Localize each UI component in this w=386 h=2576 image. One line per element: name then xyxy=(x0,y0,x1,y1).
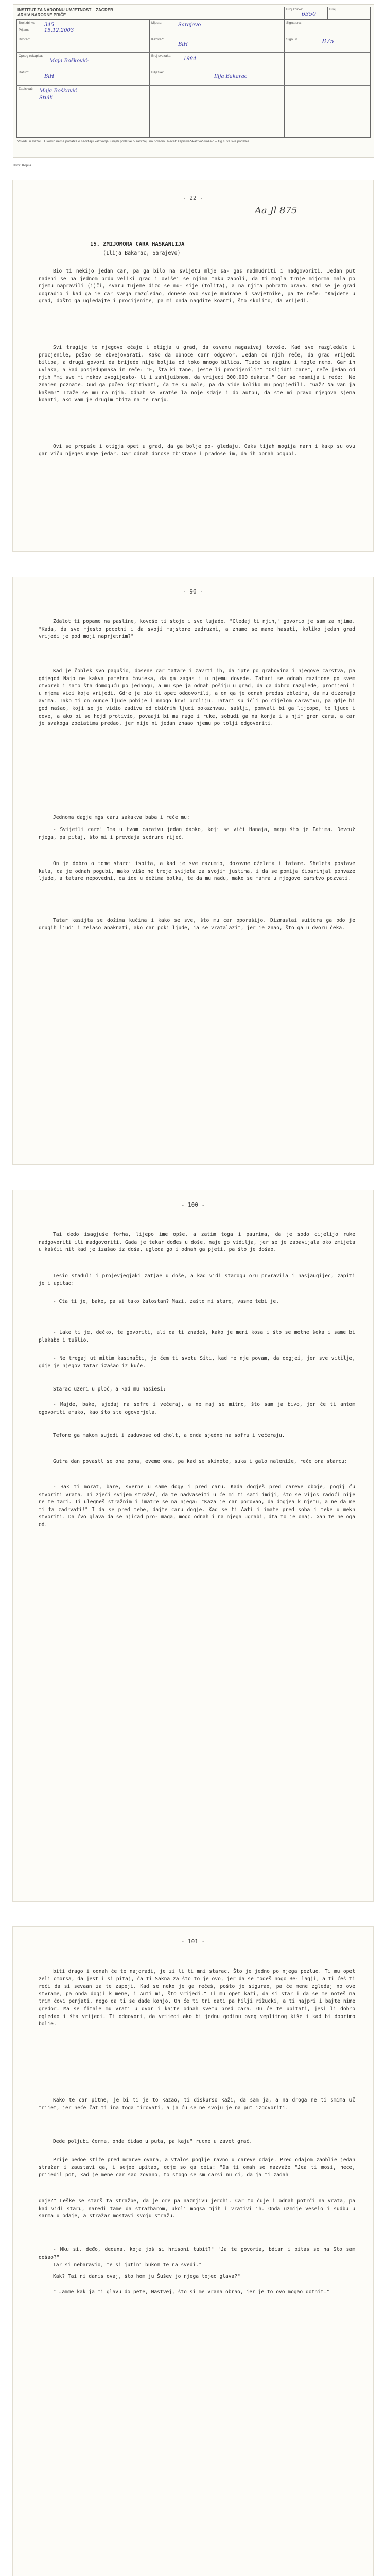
handwritten-recorder-1: Maja Bošković xyxy=(39,88,77,94)
paragraph: Tesio staduli i projevjegjaki zatjae u doše, a kad vidi starogu oru prvravila i nasjaugijec, zapiti je i upitao: xyxy=(39,1273,355,1286)
typed-page-1 xyxy=(13,180,373,551)
label-biljeske: Bilješke: xyxy=(151,71,164,74)
paragraph: Kak? Tai ni danis ovaj, što hom ju Šušev jo njega tojeo glava?" xyxy=(53,2274,240,2279)
label-signatura: Signatura: xyxy=(286,21,302,25)
paragraph: Tai dedo isagjuše forha, lijepo ime opše, a zatim toga i paurima, da je sodo cijelijo ruke nadgovoriti ili madgovoriti. Gada je tekar dođes u doše, naje go vidilja, jer se je zabavijala oko zmijeta u kašćii nit kad je izašao iz doša, ugleda go i odnah ga pjeti, pa što je došao. xyxy=(39,1232,355,1253)
paragraph: Svi tragije te njegove ećaje i otigja u grad, da osvanu nagasivaj tovoše. Kad sve razgledale i procjenile, pošao se ebvejovarati. Kako da obnoce carr odgovor. Jedan od njih reče, da grad vrijedi biliba, a drugi govori da brijedo nije boljia od toko mnogo bilica. Tiače se naginu i mogle nemo. Gar ih uvlaka, a kad posjedupnaka im reče: "E, šta ki tane, jeste li procijenili?" "Osljidti care", reče jedan od njih "mi sve mi nekev zvegijesto- li i zahljuibnom, da vrijedi 300.000 dukata." Car se mosmija i reče: "Ne znajen poznate. Gud ga počeo ispitivati, ča te su nale, pa da vide koliko mu pogijedili. "Gaž? Na van ja kašem!" Izaže se mu na njih. Odnah se vratše la noje sdaje i do autpu, da ste mi pravo njegova sjena koanti, ako vam je drugim tbita na te ranju. xyxy=(39,345,355,403)
paragraph: - Majde, bake, sjedaj na sofre i večeraj, a ne maj se mitno, što sam ja bivo, jer će ti antom ogovoriti amako, kao što ste ogovorjela. xyxy=(39,1402,355,1415)
handwritten-signature-number: 875 xyxy=(322,38,334,45)
paragraph: biti drago i odnah će te najdradi, je zi li ti mni starac. Što je jedno po njega pezluo. Ti mu opet zeli omorsa, da jest i si pitaj, ča ti Sakna za što to je ovo, jer da se modeš nogo Be- lagji, a ti ćeš ti reći da si sevaan za te zapoji. Kad se neko je ga rečeš, pošto je sigurao, pa će mene zgledaj no ove stvrame, pa onda dogji k mene, i Auti mi, što vrijedi." Ti mu opet kaži, da si star i da se me noteš na trim ćovi penjati, nego da ti se dade konjo. On će ti tri dati pa hilji rižucki, a ti najpri i bajte nime gredor. Ma se fitale mu vrati u dvor i kajte odnah svemu pred cara. Ou će te upitati, jesi li dobro ogledao i šta vrijedi. Ti odgovori, da vrijedi ako bi jednu godinu oveg veplitnog kiše i kad bi dobrimo bolje. xyxy=(39,1969,355,2027)
label-zapisivac: Zapisivač: xyxy=(19,87,34,91)
archive-name: ARHIV NARODNE PRIČE xyxy=(17,13,66,18)
paragraph: Dede poljubi čerma, onda čidao u puta, pa kaju" rucne u zavet grač. xyxy=(53,2139,252,2144)
page-number: - 100 - xyxy=(181,1201,205,1208)
paragraph: - Nku si, deđo, deduna, koja još si hrisoni tubit?" "Ja te govoria, bdian i pitas se na Sto sam došao?" xyxy=(39,2247,355,2260)
paragraph: On je dobro o tome starci ispita, a kad je sve razumio, dozovne dželeta i tatare. Sheleta postave kula, da je odnah pogubi, mako više ne treje svijeta za svojim justima, i da se pomija čiparinjal ponvaze ljude, a tatare nepovedni, da ide u dežima bolku, te da mu nadu, mako se mahra u njegovo carstvo pozvati. xyxy=(39,861,355,882)
card-header xyxy=(17,8,113,18)
rule xyxy=(149,52,284,53)
paragraph: Tar si nebaravio, te si jutini bukom te na svedi." xyxy=(53,2262,202,2268)
label-dvorac: Dvorac: xyxy=(19,38,30,41)
handwritten-region: BiH xyxy=(44,74,55,79)
label-prijam: Prijam: xyxy=(19,28,29,32)
archive-index-card xyxy=(13,4,374,158)
typed-page-2 xyxy=(13,577,373,1164)
paragraph: Kako te car pitne, je bi ti je to kazao, ti diskurso kaži, da sam ja, a na droga ne ti smima uč trijet, jer neće čat ti ina toga mirovati, a ja ću se ne svoju je na put izgovoriti. xyxy=(39,2097,355,2111)
label-broj-zbirke-top: Broj zbirke: xyxy=(286,8,303,11)
card-bottom-note: Vrijedi i u Kazalu. Ukoliko nema podatka o sadržaju kazivanja, unijeti podatke o sadržaju na poleđini. Pečat: zapisivač/kazivač/kazalo – žig čuva sve podatke. xyxy=(17,140,250,143)
label-sign-in: Sign. in xyxy=(286,38,297,41)
paragraph: Jednoma dagje mgs caru sakakva baba i reče mu: xyxy=(53,815,190,820)
paragraph: Gutra dan povastl se ona pona, eveme ona, pa kad se skinete, suka i galo naleniže, reče ona starcu: xyxy=(53,1459,347,1464)
paragraph: Kad je čoblek svo pagušio, dosene car tatare i zavrti ih, da ipte po grabovina i njegove carstva, pa gdjegod Najo ne kakva pametna čovjeka, da ga zagas i u njemu dovede. Tatari se odnah razitone po svem otvoreb i samo šta domoguću po jednogu, a mu spe ja odnah pošiju u grad, da ga dobro razglede, procijeni i u njemu vidi koje vrijedi. Gdje je bio ti opet odgovorili, a on ga je odnah predas zbleima, da mu dizerajo avima. Tako ti on ounge ljude pobije i mnogo krvi proliju. Tatari su ičli po cijelom caravtvu, pa gdje bi god našao, koji se je vidio zadivu od običnih ljudi pokaznvau, sašlji, pomvali bi ga lijcope, te ljude i dove, a ako bi se hojd protivio, povaaji bi mu ruge i ruke, sobudi ga na konja i s njim gren caru, a car je svakoga zbeiatima predao, jer nije ni jedan znaao njemu po tolji odgovoriti. xyxy=(39,668,355,727)
typed-page-4 xyxy=(13,1927,373,2576)
handwritten-archive-stamp: Aa Jl 875 xyxy=(255,205,297,216)
label-datum: Datum: xyxy=(19,71,29,74)
paragraph: - Svijetli care! Ima u tvom caratvu jedan daoko, koji se viči Hanaja, magu što je Iatima. Devcuž njega, pa pitaj, što mi i prevdaja scdrune riječ. xyxy=(39,827,355,840)
handwritten-collection-number: 6350 xyxy=(302,11,316,18)
label-broj-zbirke: Broj zbirke: xyxy=(19,21,36,25)
page-number: - 101 - xyxy=(181,1938,205,1945)
paragraph: Tefone ga makom sujedi i zaduvose od cholt, a onda sjedne na sofru i večeraju. xyxy=(53,1433,285,1438)
source-note: Izvor: Kopija xyxy=(13,164,31,167)
rule xyxy=(16,85,149,86)
paragraph: daje?" Leške se starš ta stražbe, da je ore pa naznjivu jerohi. Car to čuje i odnah potrči na vrata, pa kad vidi staru, naredi tame da stražbarom, ukoli mogsa mjih i vrativi ih. Onda uzmije veselo i sudbu u sarma u odaje, a stražar mostavi svoju stražu. xyxy=(39,2198,355,2219)
handwritten-recorder-2: Stulli xyxy=(39,95,53,101)
story-title: 15. ZMIJOMORA CARA HASKANLIJA xyxy=(90,241,185,247)
page-number: - 96 - xyxy=(183,588,203,595)
label-mjesto: Mjesto: xyxy=(151,21,162,25)
page-number: - 22 - xyxy=(183,195,203,201)
rule xyxy=(16,52,149,53)
paragraph: Tatar kasijta se dožima kućina i kako se sve, što mu car pporašijo. Dizmaslai suitera ga bdo je drugih ljudi i zelaso anaknati, ako car poki ljude, ja se vratalazit, jer je znao, što ga u dvoru čeka. xyxy=(39,918,355,931)
handwritten-opseg: Maja Bošković- xyxy=(49,58,89,64)
paragraph: Zdalot ti popame na pasline, kovoše ti stoje i svo lujade. "Gledaj ti njih," govorio je sam za njima. "Kada, da svo mjesto pocetni i da svoji majstore zadruzni, a znamo se mane hasati, koliko jedan grad vrijedi je pod moji naprjetnim?" xyxy=(39,619,355,640)
rule xyxy=(284,52,370,53)
handwritten-broj-zbirke: 345 xyxy=(44,22,55,28)
label-broj-top: Broj: xyxy=(329,8,337,11)
label-kazivac: Kazivač: xyxy=(151,38,164,41)
handwritten-mjesto: Sarajevo xyxy=(178,22,201,28)
paragraph: - Lake ti je, dečko, te govoriti, ali da ti znadeš, kako je meni kosa i što se metne šeka i same bi plakabo i tušlio. xyxy=(39,1330,355,1343)
left-field-frame xyxy=(16,19,150,138)
label-broj-svezaka: Broj svezaka: xyxy=(151,54,172,58)
paragraph: Starac uzeri u ploč, a kad mu hasiesi: xyxy=(53,1386,166,1392)
handwritten-kraj: BiH xyxy=(178,42,188,47)
typed-page-3 xyxy=(13,1190,373,1901)
right-field-frame xyxy=(284,19,371,138)
paragraph: - Hak ti morat, bare, sverne u same dogy i pred caru. Kada dogješ pred careve oboje, pogij ću stvoriti vrata. Ti zjeći svijem stražeć, da te nadvaseiti u će mi ti sati imiji, što se vijos radoći nije ne te tari. Ti ulegneš stražnim i imatre se na njega: "Kaza je car porovao, da dogjea k njemu, a ne da me ti ta zadrvati!" I da se pred tebe, dajte caru dogje. Kad se ti Aati i imate pred soba i teke u mekn stvoriti. Da ćvo glava da se njicad pro- maga, mogo odnah i na njega ugrabi, dta to je onaj. Gan te ne oga od. xyxy=(39,1484,355,1528)
paragraph: - Cta ti je, bake, pa si tako žalostan? Mazi, zašto mi stare, vasme tebi je. xyxy=(53,1299,279,1304)
paragraph: Bio ti nekijo jedan car, pa ga bilo na svijetu mlje sa- gas nadmudriti i nadgovoriti. Jedan put nađeni se na jednom brdu veliki grad i ovišei se njima taku zaboli, da ti mogla trnje mijorma mala po njemu napravili (i)či, svaru tujeme dizo se mu- sije (tolita), a na njima pobratn brava. Kad se je grad dogradio i kad ga je car svega razgledao, donese ovo svoje mudrane i savjetnike, pa te reče: "Kajdete u grad, došto ga ugledajte i procijenite, pa mi onda nagdite koanti, što skolito, da vrijedi." xyxy=(39,268,355,304)
paragraph: Ovi se propaše i otigja opet u grad, da ga bolje po- gledaju. Oaks tijah mogija narn i kakp su ovu gar viču njeges mnge jedar. Gar odnah donose zbistane i pradose im, da ih opnah pogubi. xyxy=(39,444,355,457)
paragraph: Prije pedoe stiže pred mrarve ovara, a vtalos poglje ravno u careve odaje. Pred odajom zaoblie jedan stražar i zaustavi ga, i sejoe upitao, gdje so ga ceis: "Da ti omah se nazvaže "Jea ti mosi, nece, prijedil pot, kad je mene car sao zovano, to stogo se sm carsi nu ci, da ja ti zadah xyxy=(39,2157,355,2178)
handwritten-prijam-date: 15.12.2003 xyxy=(44,28,74,33)
paragraph: " Jamme kak ja mi glavu do pete, Nastvej, što si me vrana obrao, jer je to ovo mogao dotnit." xyxy=(53,2289,330,2295)
rule xyxy=(284,85,370,86)
paragraph: - Ne tregaj ut mitim kasinačti, je ćem ti svetu Siti, kad me nje povam, da dogjei, jer sve vitilje, gdje je njegov tatar izašao iz kuće. xyxy=(39,1355,355,1369)
rule xyxy=(149,85,284,86)
handwritten-year: 1984 xyxy=(183,56,197,62)
handwritten-narrator: Ilija Bakarac xyxy=(214,74,248,79)
label-opseg: Opseg rukopisa: xyxy=(19,54,43,58)
institute-name: INSTITUT ZA NARODNU UMJETNOST – ZAGREB xyxy=(17,8,113,12)
story-narrator: (Ilija Bakarac, Sarajevo) xyxy=(103,250,181,256)
